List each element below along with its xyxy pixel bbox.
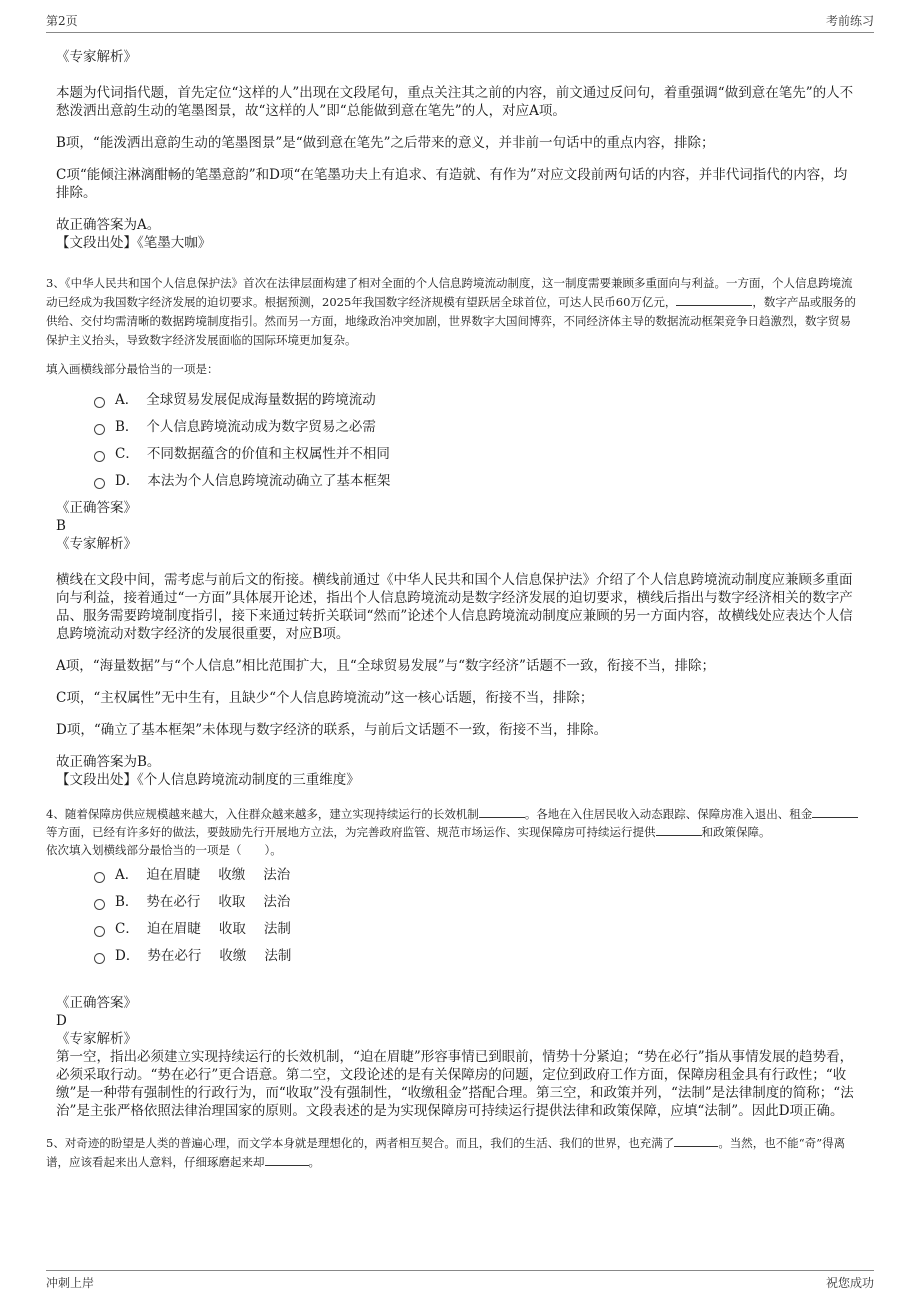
radio-icon[interactable]: [94, 478, 105, 489]
option-word: 法治: [263, 867, 291, 883]
q5-blank-2: [265, 1153, 309, 1166]
radio-icon[interactable]: [94, 424, 105, 435]
footer-left-text: 冲刺上岸: [46, 1276, 95, 1290]
q4-option-d[interactable]: [94, 943, 860, 970]
page-footer: [46, 1270, 874, 1291]
option-word: 迫在眉睫: [146, 867, 201, 883]
option-text: 全球贸易发展促成海量数据的跨境流动: [146, 392, 376, 408]
option-letter: A．: [115, 867, 139, 883]
radio-icon[interactable]: [94, 872, 105, 883]
option-word: 收取: [218, 894, 246, 910]
option-letter: B．: [115, 419, 139, 435]
q3-stem-part1: 3、《中华人民共和国个人信息保护法》首次在法律层面构建了相对全面的个人信息跨境流动制度，这一制度需要兼顾多重面向与利益。一方面，个人信息跨境流动已经成为我国数字经济发展的迫切要求。根据预测，2025年我国数字经济规模有望跃居全球首位，可达人民币60万亿元，: [46, 276, 853, 309]
q3-analysis-title: 《专家解析》: [56, 536, 137, 552]
option-word: 法制: [263, 921, 291, 937]
q3-stem-part2: ，数字产品或服务的供给、交付均需清晰的数据跨境制度指引。然而另一方面，地缘政治冲突加剧，世界数字大国间博弈，不同经济体主导的数据流动框架竞争日趋激烈，数字贸易保护主义抬头，导致数字经济发展面临的国际环境更加复杂。: [46, 295, 856, 347]
q3-prompt: 填入画横线部分最恰当的一项是：: [46, 362, 219, 376]
q2-conclusion: 故正确答案为A。: [56, 217, 161, 233]
option-letter: B．: [115, 894, 139, 910]
q3-analysis-para4: D项，“确立了基本框架”未体现与数字经济的联系，与前后文话题不一致，衔接不当，排除。: [56, 722, 608, 738]
q4-blank-2: [812, 805, 858, 818]
q4-analysis-title: 《专家解析》: [56, 1031, 137, 1047]
radio-icon[interactable]: [94, 451, 105, 462]
option-word: 迫在眉睫: [146, 921, 201, 937]
option-word: 势在必行: [147, 948, 202, 964]
option-word: 收取: [218, 921, 246, 937]
q3-analysis-para2: A项，“海量数据”与“个人信息”相比范围扩大，且“全球贸易发展”与“数字经济”话题不一致，衔接不当，排除；: [56, 658, 715, 674]
q3-analysis-para1: 横线在文段中间，需考虑与前后文的衔接。横线前通过《中华人民共和国个人信息保护法》介绍了个人信息跨境流动制度应兼顾多重面向与利益，接着通过“一方面”具体展开论述，指出个人信息跨境流动是数字经济发展的迫切要求，横线后指出与数字经济相关的数字产品、服务需要跨境制度指引，接下来通过转折关联词“然而”论述个人信息跨境流动制度应兼顾的另一方面内容，故横线处应表达个人信息跨境流动对数字经济的发展很重要，对应B项。: [56, 572, 853, 642]
option-word: 收缴: [218, 867, 246, 883]
option-words: [146, 889, 308, 916]
option-words: [147, 943, 309, 970]
q3-option-b[interactable]: [94, 414, 860, 441]
q4-option-b[interactable]: [94, 889, 860, 916]
option-letter: C．: [115, 446, 139, 462]
q2-analysis-para1: 本题为代词指代题，首先定位“这样的人”出现在文段尾句，重点关注其之前的内容，前文通过反问句，着重强调“做到意在笔先”的人不愁泼洒出意韵生动的笔墨图景，故“这样的人”即“总能做到意在笔先”的人，对应A项。: [56, 85, 854, 119]
q5-stem-part1: 5、对奇迹的盼望是人类的普遍心理，而文学本身就是理想化的，两者相互契合。而且，我们的生活、我们的世界，也充满了: [46, 1136, 675, 1150]
q4-option-c[interactable]: [94, 916, 860, 943]
radio-icon[interactable]: [94, 397, 105, 408]
q2-source: 【文段出处】《笔墨大咖》: [56, 235, 212, 251]
q3-answer: B: [56, 518, 66, 534]
radio-icon[interactable]: [94, 899, 105, 910]
q4-stem-part1: 4、随着保障房供应规模越来越大，入住群众越来越多，建立实现持续运行的长效机制: [46, 807, 479, 821]
q3-option-a[interactable]: [94, 387, 860, 414]
q4-stem: [46, 805, 860, 841]
page-content: [46, 48, 860, 1172]
footer-right-text: 祝您成功: [825, 1276, 874, 1290]
q4-stem-part2: 。各地在入住居民收入动态跟踪、保障房准入退出、租金: [524, 807, 813, 821]
q3-options: [94, 387, 860, 495]
q5-stem-part2: 。当然，也不能“奇”得离谱，应该看起来出人意料，仔细琢磨起来却: [46, 1136, 846, 1169]
q2-analysis-title: 《专家解析》: [56, 49, 137, 65]
q3-conclusion: 故正确答案为B。: [56, 754, 161, 770]
q5-blank-1: [674, 1134, 718, 1147]
q3-option-c[interactable]: [94, 441, 860, 468]
option-text: 个人信息跨境流动成为数字贸易之必需: [146, 419, 376, 435]
option-word: 收缴: [219, 948, 247, 964]
q4-answer-title: 《正确答案》: [56, 995, 137, 1011]
q3-source: 【文段出处】《个人信息跨境流动制度的三重维度》: [56, 772, 360, 788]
option-text: 不同数据蕴含的价值和主权属性并不相同: [146, 446, 390, 462]
q4-stem-part4: 和政策保障。: [701, 825, 771, 839]
header-title: 考前练习: [825, 14, 874, 28]
q4-prompt: 依次填入划横线部分最恰当的一项是（ ）。: [46, 843, 282, 857]
option-words: [146, 862, 308, 889]
option-word: 法制: [264, 948, 292, 964]
q3-analysis-para3: C项，“主权属性”无中生有，且缺少“个人信息跨境流动”这一核心话题，衔接不当，排除；: [56, 690, 594, 706]
q4-blank-1: [479, 805, 525, 818]
option-letter: C．: [115, 921, 139, 937]
option-text: 本法为个人信息跨境流动确立了基本框架: [147, 473, 391, 489]
q4-option-a[interactable]: [94, 862, 860, 889]
q3-stem: [46, 274, 860, 350]
page-header: [46, 12, 874, 33]
q3-answer-title: 《正确答案》: [56, 500, 137, 516]
page-number: 第2页: [46, 14, 78, 28]
q3-option-d[interactable]: [94, 468, 860, 495]
radio-icon[interactable]: [94, 953, 105, 964]
q4-analysis-para1: 第一空，指出必须建立实现持续运行的长效机制，“迫在眉睫”形容事情已到眼前，情势十分紧迫；“势在必行”指从事情发展的趋势看，必须采取行动。“势在必行”更合语意。第二空，文段论述的是有关保障房的问题，定位到政府工作方面，保障房租金具有行政性；“收缴”是一种带有强制性的行政行为，而“收取”没有强制性，“收缴租金”搭配合理。第三空，和政策并列，“法制”是法律制度的简称；“法治”是主张严格依照法律治理国家的原则。文段表述的是为实现保障房可持续运行提供法律和政策保障，应填“法制”。因此D项正确。: [56, 1049, 854, 1119]
q4-blank-3: [656, 823, 702, 836]
q5-stem: [46, 1134, 860, 1172]
option-word: 势在必行: [146, 894, 201, 910]
q3-blank: [676, 293, 752, 306]
q5-stem-part3: 。: [308, 1155, 320, 1169]
q2-analysis-para3: C项“能倾注淋漓酣畅的笔墨意韵”和D项“在笔墨功夫上有追求、有造就、有作为”对应文段前两句话的内容，并非代词指代的内容，均排除。: [56, 167, 848, 201]
q4-stem-part3: 等方面，已经有许多好的做法，要鼓励先行开展地方立法，为完善政府监管、规范市场运作、实现保障房可持续运行提供: [46, 825, 656, 839]
q4-options: [94, 862, 860, 970]
option-words: [147, 916, 309, 943]
option-letter: D．: [115, 948, 140, 964]
radio-icon[interactable]: [94, 926, 105, 937]
option-letter: D．: [115, 473, 140, 489]
q4-answer: D: [56, 1013, 67, 1029]
q2-analysis-para2: B项，“能泼洒出意韵生动的笔墨图景”是“做到意在笔先”之后带来的意义，并非前一句话中的重点内容，排除；: [56, 135, 715, 151]
option-word: 法治: [263, 894, 291, 910]
option-letter: A．: [115, 392, 139, 408]
